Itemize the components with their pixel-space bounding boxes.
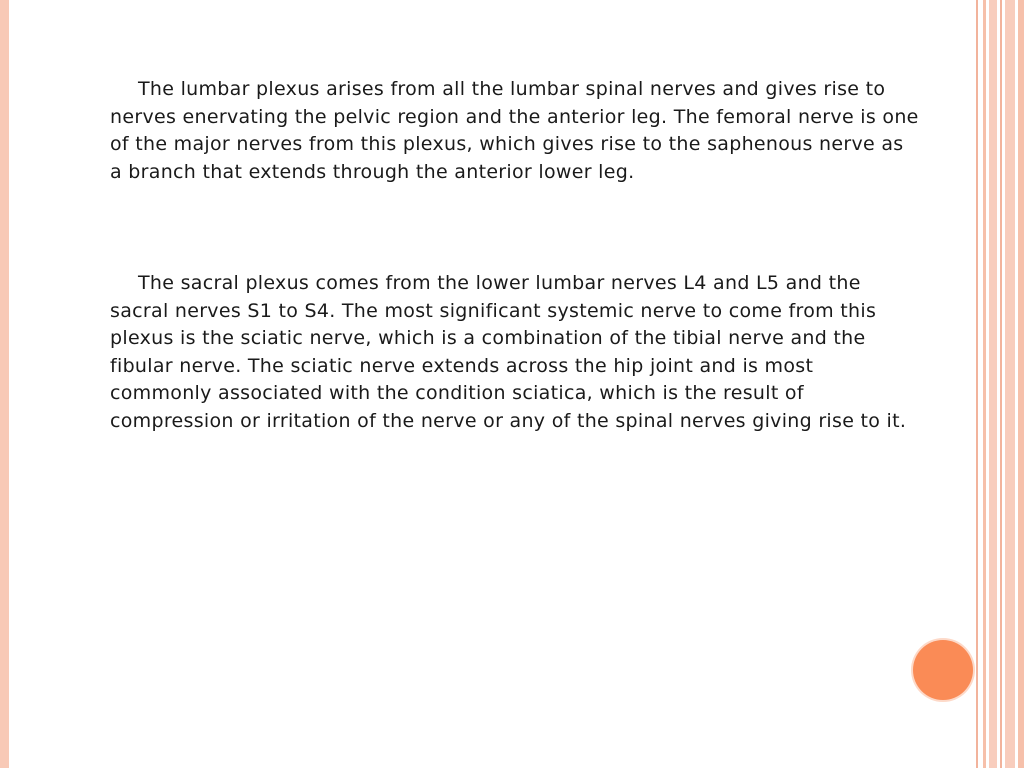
stripe bbox=[976, 0, 978, 768]
lumbar-plexus-paragraph bbox=[110, 76, 920, 186]
stripe bbox=[989, 0, 997, 768]
stripe bbox=[983, 0, 986, 768]
sacral-plexus-paragraph bbox=[110, 270, 920, 435]
left-border-decoration bbox=[0, 0, 9, 768]
stripe bbox=[1005, 0, 1015, 768]
paragraph-text: The sacral plexus comes from the lower lumbar nerves L4 and L5 and the sacral nerves S1 to S4. The most significant systemic nerve to come from this plexus is the sciatic nerve, which is a combination of the tibial nerve and the fibular nerve. The sciatic nerve extends across the hip joint and is most commonly associated with the condition sciatica, which is the result of compression or irritation of the nerve or any of the spinal nerves giving rise to it. bbox=[110, 272, 907, 432]
accent-circle-decoration bbox=[913, 640, 973, 700]
stripe bbox=[1000, 0, 1002, 768]
stripe bbox=[1018, 0, 1024, 768]
paragraph-text: The lumbar plexus arises from all the lumbar spinal nerves and gives rise to nerves enervating the pelvic region and the anterior leg. The femoral nerve is one of the major nerves from this plexus, which gives rise to the saphenous nerve as a branch that extends through the anterior lower leg. bbox=[110, 78, 919, 183]
